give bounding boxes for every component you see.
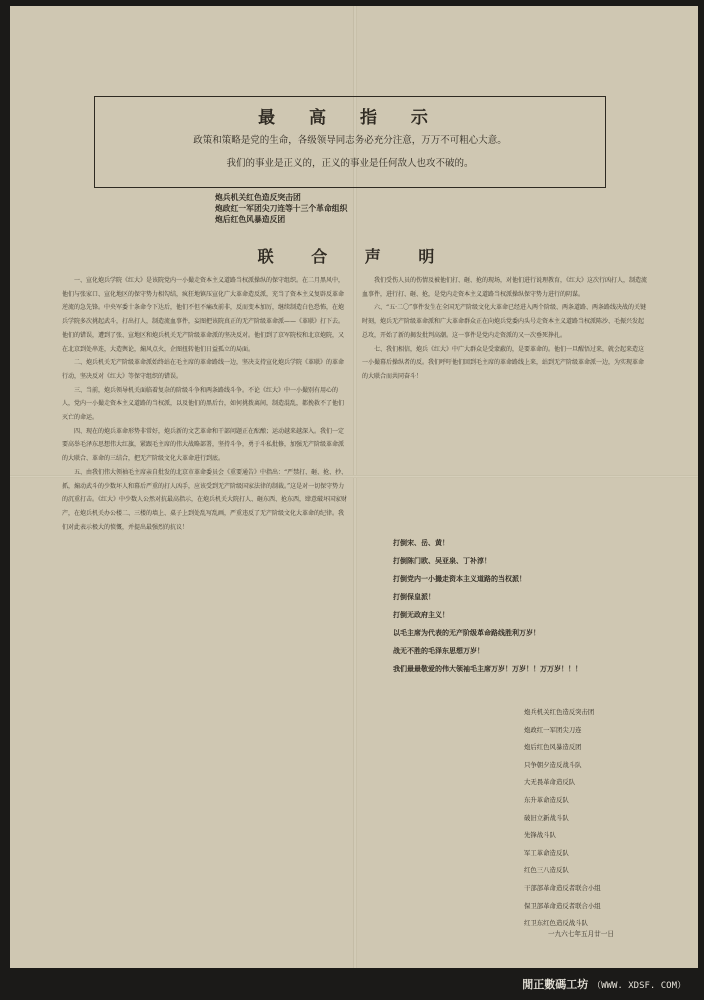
signatory: 红色三八造反队 xyxy=(524,866,569,875)
directive-quote-1: 政策和策略是党的生命，各级领导同志务必充分注意，万万不可粗心大意。 xyxy=(193,135,507,146)
statement-title: 联 合 声 明 xyxy=(257,247,451,266)
signatory: 大无畏革命造反队 xyxy=(524,778,576,787)
signatory: 东升革命造反队 xyxy=(524,795,569,804)
signatory: 炮后红色风暴造反团 xyxy=(524,743,582,752)
body-paragraph: 五、由我们伟大领袖毛主席亲自批发的北京市革命委员会《重要通告》中指出：“严禁打、砸、抢、抄、抓，煽动武斗的少数坏人和幕后严重的打人凶手，应该受到无产阶级国家法律的制裁。”这是对一切保守势力的沉重打击。《红大》中少数人公然对抗最高指示，在炮兵机关大院打人、砸东西、抢东西，肆意破坏国家财产，在炮兵机关办公楼二、三楼的墙上、桌子上到处乱写乱画，严重违反了无产阶级文化大革命的纪律。我们对此表示极大的愤慨，并提出最强烈的抗议！ xyxy=(62,468,348,531)
slogan: 打倒保皇派！ xyxy=(393,593,435,601)
supreme-directive-box xyxy=(94,96,606,188)
slogan: 打倒党内一小撮走资本主义道路的当权派！ xyxy=(393,575,526,583)
watermark-name: 閒正數碼工坊 xyxy=(522,978,589,991)
slogan: 打倒无政府主义！ xyxy=(393,611,449,619)
slogan: 打倒宋、岳、黄！ xyxy=(393,539,449,547)
organization-count: 等十三个革命组织 xyxy=(285,204,348,213)
slogan: 我们最最敬爱的伟大领袖毛主席万岁！万岁！！万万岁！！！ xyxy=(393,665,582,673)
document-page xyxy=(10,6,698,968)
signatory: 只争朝夕造反战斗队 xyxy=(524,760,582,769)
slogan-list xyxy=(393,534,582,678)
signatory: 红卫东红色造反战斗队 xyxy=(524,919,588,928)
signatory: 干部部革命造反者联合小组 xyxy=(524,883,601,892)
organization-name: 炮兵机关红色造反突击团 xyxy=(215,193,301,202)
signatory: 保卫部革命造反者联合小组 xyxy=(524,901,601,910)
statement-date: 一九六七年五月廿一日 xyxy=(548,930,614,938)
body-paragraph: 一、宣化炮兵学院《红大》是该院党内一小撮走资本主义道路当权派操纵的保守组织。在二月黑风中，他们与张家口、宣化地区的保守势力相勾结，疯狂地镇压宣化广大革命造反派，充当了资本主义复辟反革命逆流的急先锋。中央军委十条命令下达后，他们不但不痛改前非，反而变本加厉，继续制造白色恐怖，在炮兵学院多次挑起武斗，打出打人，制造流血事件，妄图把该院真正的无产阶级革命派——《革联》打下去。他们的错误，遭到了张、宣地区和炮兵机关无产阶级革命派的坚决反对。他们到了京军院校和北京炮院，又在北京到处串连，大造舆论，煽风点火，企图扭转他们日益孤立的局面。 xyxy=(62,277,345,353)
watermark xyxy=(522,976,686,992)
body-paragraph: 三、当前，炮兵领导机关面临着复杂的阶级斗争和两条路线斗争。不论《红大》中一小撮别有用心的人，党内一小撮走资本主义道路的当权派，以及他们的黑后台，如何挑拨离间，制造混乱，都挽救不了他们灭亡的命运。 xyxy=(62,386,345,422)
slogan: 以毛主席为代表的无产阶级革命路线胜利万岁！ xyxy=(393,629,540,637)
body-paragraph: 七、我们相信，炮兵《红大》中广大群众是受蒙蔽的，是要革命的。他们一旦醒悟过来，就会起来造这一小撮幕后操纵者的反。我们呼吁他们回到毛主席的革命路线上来，站到无产阶级革命派一边，为实现革命的大联合而共同奋斗！ xyxy=(362,345,645,380)
signatory: 先锋战斗队 xyxy=(524,831,556,840)
body-paragraph: 我们受伤人员的伤情及被他们打、砸、抢的现场，对他们进行说理教育，《红大》这次行凶打人，制造流血事件，进行打、砸、抢，是党内走资本主义道路当权派操纵保守势力进行的阴谋。 xyxy=(362,277,648,298)
body-paragraph: 二、炮兵机关无产阶级革命派始终站在毛主席的革命路线一边，坚决支持宣化炮兵学院《革联》的革命行动，坚决反对《红大》等保守组织的错误。 xyxy=(62,359,345,380)
body-paragraph: 六、“五·二〇”事件发生在全国无产阶级文化大革命已经进入两个阶级、两条道路、两条路线决战的关键时刻，炮兵无产阶级革命派和广大革命群众正在向炮兵党委内头号走资本主义道路当权派陈沙、毛振兴发起总攻，开始了新的揭发批判高潮。这一事件是党内走资派的又一次垂死挣扎。 xyxy=(362,304,647,339)
signatory-list xyxy=(524,704,601,933)
signatory: 军工革命造反队 xyxy=(524,848,569,857)
organization-name: 炮政红一军团尖刀连 xyxy=(215,204,286,213)
organization-name: 炮后红色风暴造反团 xyxy=(215,215,286,224)
signatory: 破旧立新战斗队 xyxy=(524,813,569,822)
directive-quote-2: 我们的事业是正义的，正义的事业是任何敌人也攻不破的。 xyxy=(226,158,474,169)
signatory: 炮政红一军团尖刀连 xyxy=(524,725,582,734)
body-column-left xyxy=(62,274,348,938)
slogan: 打倒陈门欧、吴亚泉、丁补淳！ xyxy=(393,557,491,565)
watermark-url: （WWW. XDSF. COM） xyxy=(592,981,686,991)
body-column-right xyxy=(362,274,648,524)
directive-title: 最 高 指 示 xyxy=(258,108,442,128)
slogan: 战无不胜的毛泽东思想万岁！ xyxy=(393,647,484,655)
organization-block xyxy=(215,192,495,225)
watermark-bar xyxy=(0,968,704,1000)
signatory: 炮兵机关红色造反突击团 xyxy=(524,708,595,716)
body-paragraph: 四、现在的炮兵革命形势非常好，炮兵新的文艺革命和干部问题正在酝酿；运动越来越深入。我们一定要高举毛泽东思想伟大红旗，紧跟毛主席的伟大战略部署，坚持斗争，勇于斗私批修，加强无产阶级革命派的大联合、革命的三结合，把无产阶级文化大革命进行到底。 xyxy=(62,427,345,463)
